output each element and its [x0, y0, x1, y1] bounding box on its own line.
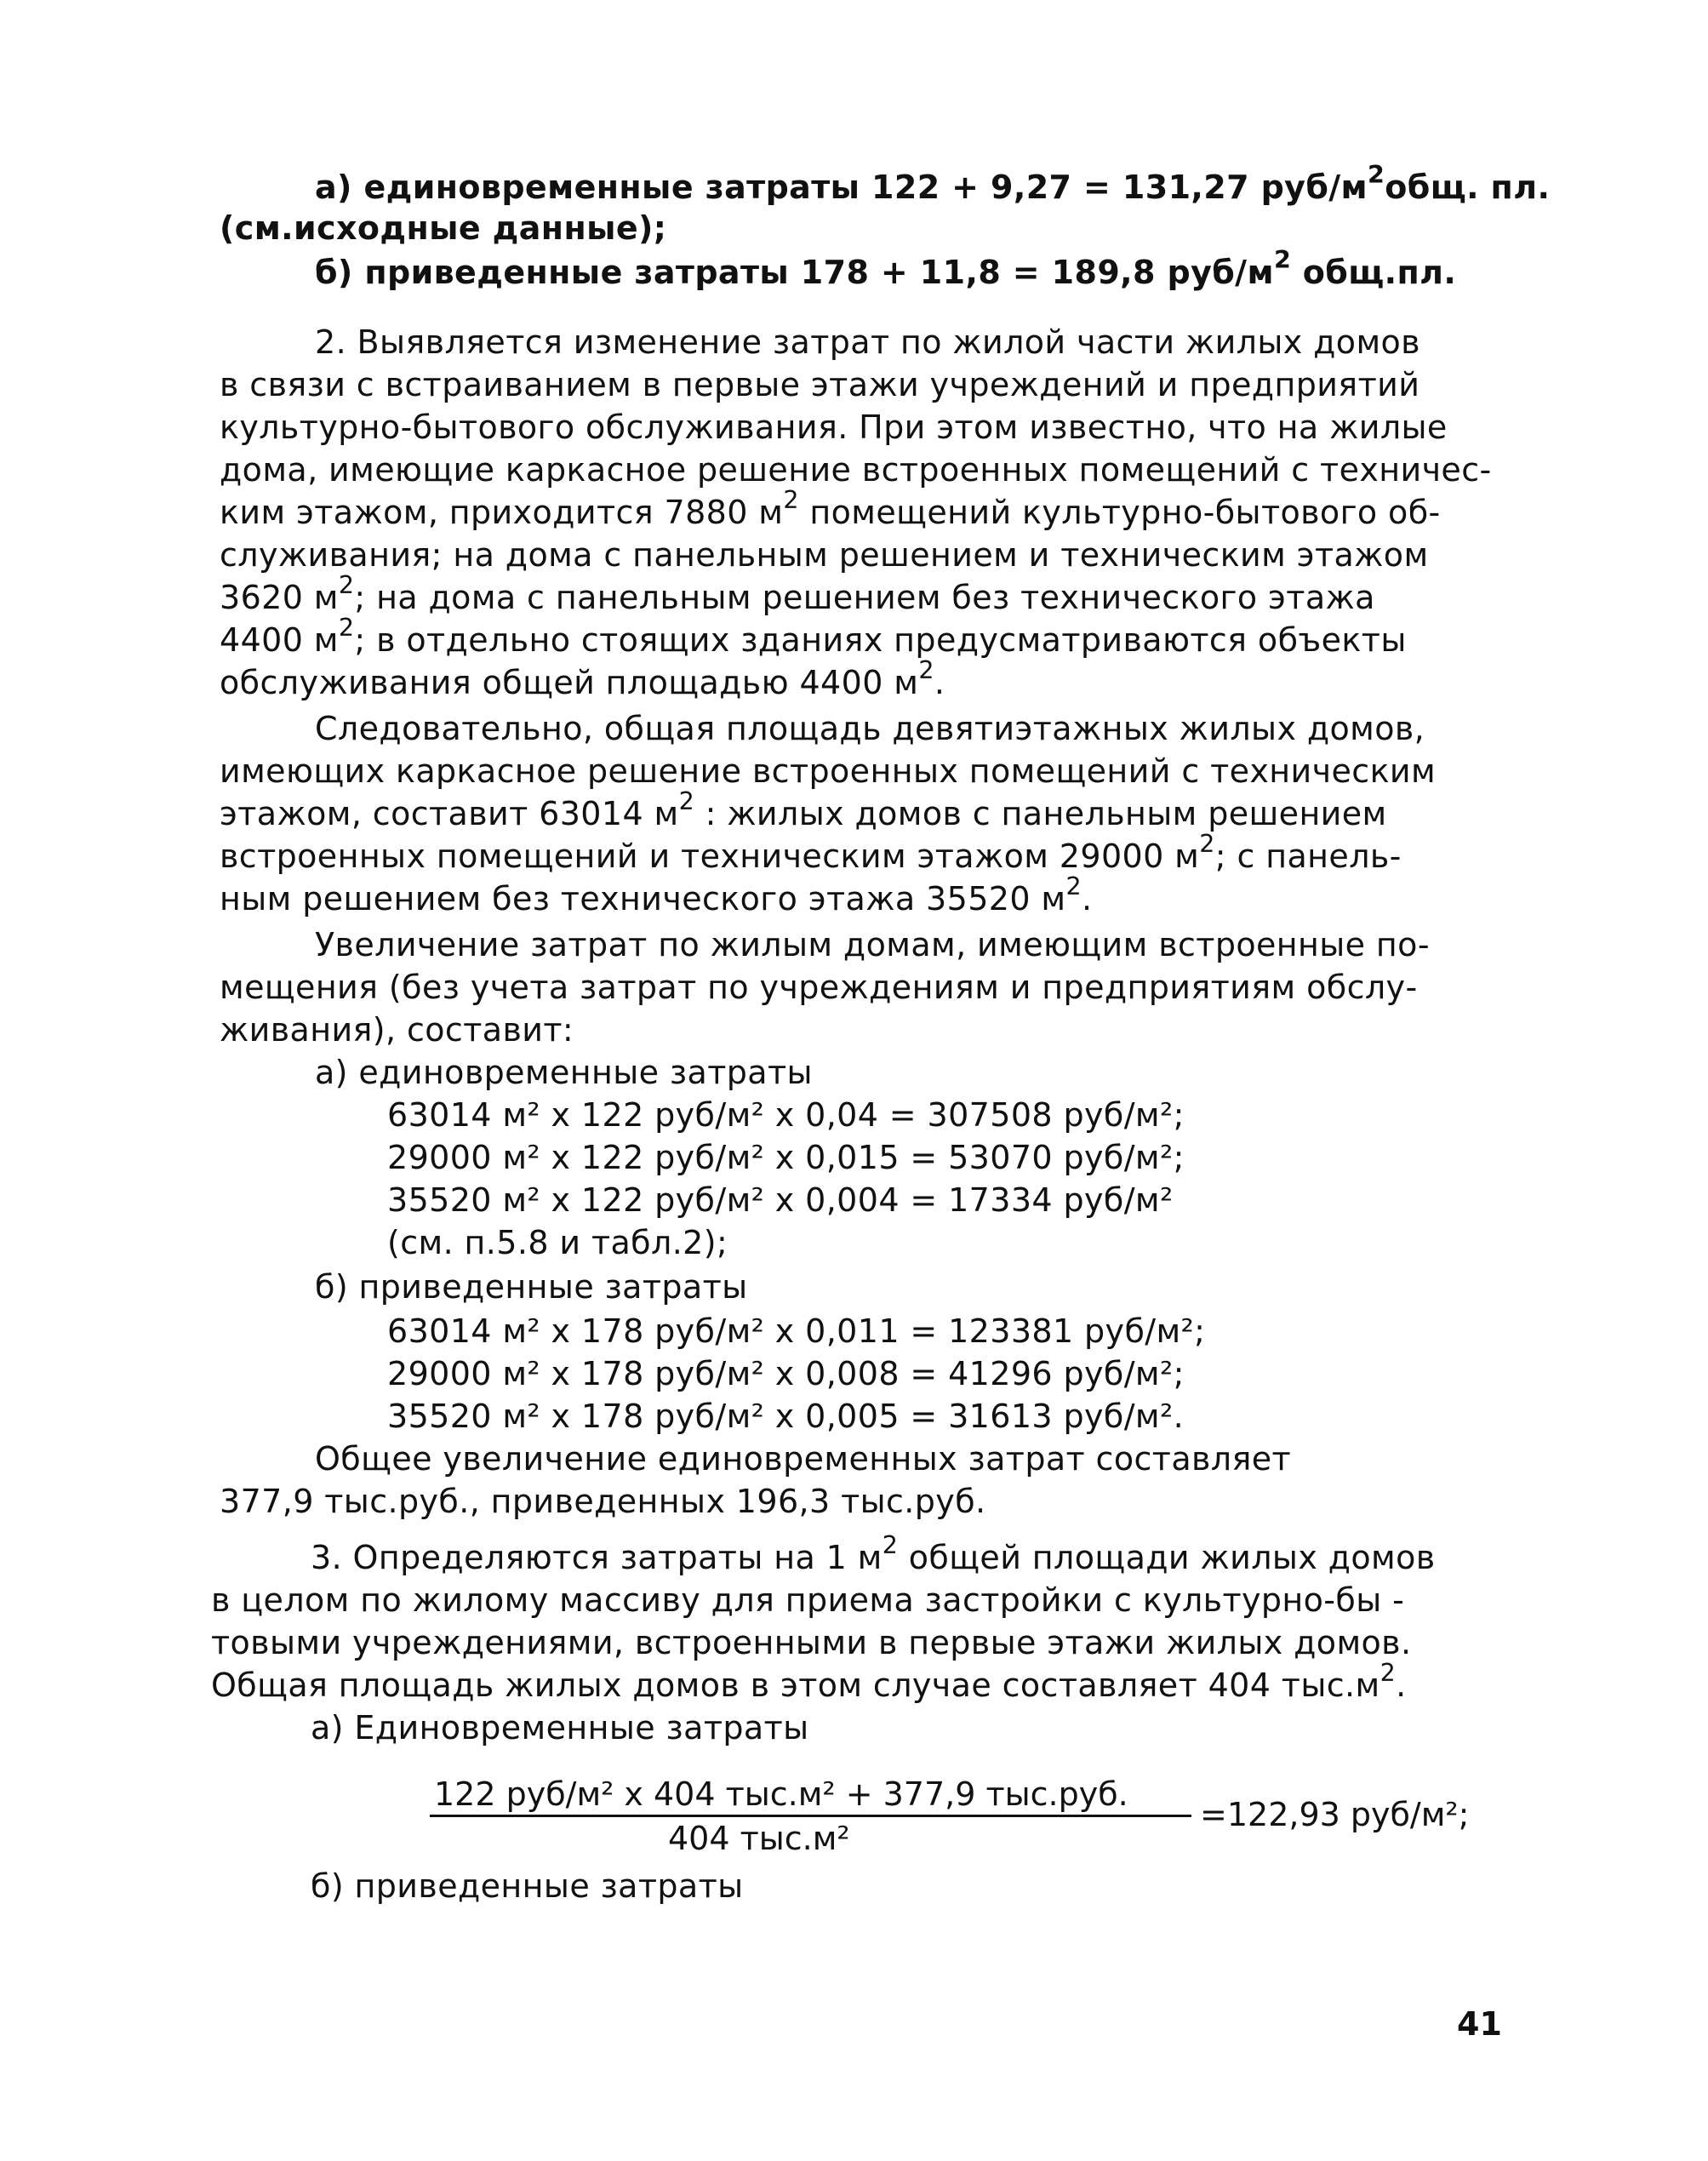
- text-line: а) Единовременные затраты: [311, 1709, 809, 1747]
- calc-line: 63014 м² х 122 руб/м² х 0,04 = 307508 руб/м²;: [387, 1096, 1185, 1134]
- text-line: Общая площадь жилых домов в этом случае составляет 404 $тыс.м^2$.: [211, 1659, 1407, 1704]
- formula-result: =122,93 руб/м²;: [1200, 1796, 1470, 1833]
- calc-line: 29000 м² х 122 руб/м² х 0,015 = 53070 руб/м²;: [387, 1139, 1185, 1176]
- text-line: в целом по жилому массиву для приема застройки с культурно-бы -: [211, 1581, 1405, 1619]
- text-line: б) приведенные затраты 178 + 11,8 = 189,8 руб/$м^2$ общ.пл.: [315, 246, 1457, 291]
- text-line: ким этажом, приходится 7880 $м^2$ помещений культурно-бытового об-: [220, 486, 1441, 531]
- text-line: (см. п.5.8 и табл.2);: [387, 1224, 728, 1261]
- formula-denominator: 404 тыс.м²: [668, 1820, 850, 1857]
- page-number: 41: [1457, 2005, 1502, 2043]
- text-line: 2. Выявляется изменение затрат по жилой части жилых домов: [315, 323, 1420, 361]
- text-line: мещения (без учета затрат по учреждениям и предприятиям обслу-: [220, 969, 1418, 1006]
- text-line: (см.исходные данные);: [220, 209, 667, 247]
- text-line: а) единовременные затраты 122 + 9,27 = 131,27 руб/$м^2общ$. пл.: [315, 161, 1551, 206]
- text-line: Общее увеличение единовременных затрат составляет: [315, 1440, 1292, 1478]
- text-line: товыми учреждениями, встроенными в первые этажи жилых домов.: [211, 1624, 1412, 1661]
- text-line: в связи с встраиванием в первые этажи учреждений и предприятий: [220, 366, 1420, 403]
- text-line: б) приведенные затраты: [315, 1268, 748, 1306]
- text-line: встроенных помещений и техническим этажом 29000 $м^2$; с панель-: [220, 830, 1402, 875]
- text-line: Увеличение затрат по жилым домам, имеющим встроенные по-: [315, 926, 1430, 963]
- calc-line: 35520 м² х 122 руб/м² х 0,004 = 17334 руб/м²: [387, 1181, 1174, 1219]
- calc-line: 29000 м² х 178 руб/м² х 0,008 = 41296 руб/м²;: [387, 1355, 1185, 1392]
- text-line: дома, имеющие каркасное решение встроенных помещений с техничес-: [220, 451, 1492, 489]
- text-line: служивания; на дома с панельным решением и техническим этажом: [220, 536, 1429, 574]
- formula-numerator: 122 руб/м² х 404 тыс.м² + 377,9 тыс.руб.: [434, 1775, 1128, 1813]
- text-line: живания), составит:: [220, 1011, 574, 1049]
- calc-line: 63014 м² х 178 руб/м² х 0,011 = 123381 руб/м²;: [387, 1312, 1206, 1350]
- text-line: этажом, составит 63014 $м^2$ : жилых домов с панельным решением: [220, 787, 1387, 832]
- text-line: а) единовременные затраты: [315, 1054, 813, 1091]
- text-line: 4400 $м^2$; в отдельно стоящих зданиях предусматриваются объекты: [220, 614, 1407, 659]
- text-line: 377,9 тыс.руб., приведенных 196,3 тыс.руб.: [220, 1483, 986, 1520]
- text-line: культурно-бытового обслуживания. При этом известно, что на жилые: [220, 409, 1448, 446]
- text-line: имеющих каркасное решение встроенных помещений с техническим: [220, 752, 1437, 790]
- text-line: 3620 $м^2$; на дома с панельным решением без технического этажа: [220, 571, 1375, 616]
- text-line: б) приведенные затраты: [311, 1867, 744, 1905]
- text-line: Следовательно, общая площадь девятиэтажных жилых домов,: [315, 710, 1425, 747]
- formula-fraction-bar: [430, 1815, 1191, 1817]
- calc-line: 35520 м² х 178 руб/м² х 0,005 = 31613 руб/м².: [387, 1398, 1185, 1435]
- text-line: обслуживания общей площадью 4400 $м^2$.: [220, 656, 945, 701]
- text-line: ным решением без технического этажа 35520 $м^2$.: [220, 872, 1093, 918]
- text-line: 3. Определяются затраты на 1 $м^2$ общей площади жилых домов: [311, 1531, 1436, 1576]
